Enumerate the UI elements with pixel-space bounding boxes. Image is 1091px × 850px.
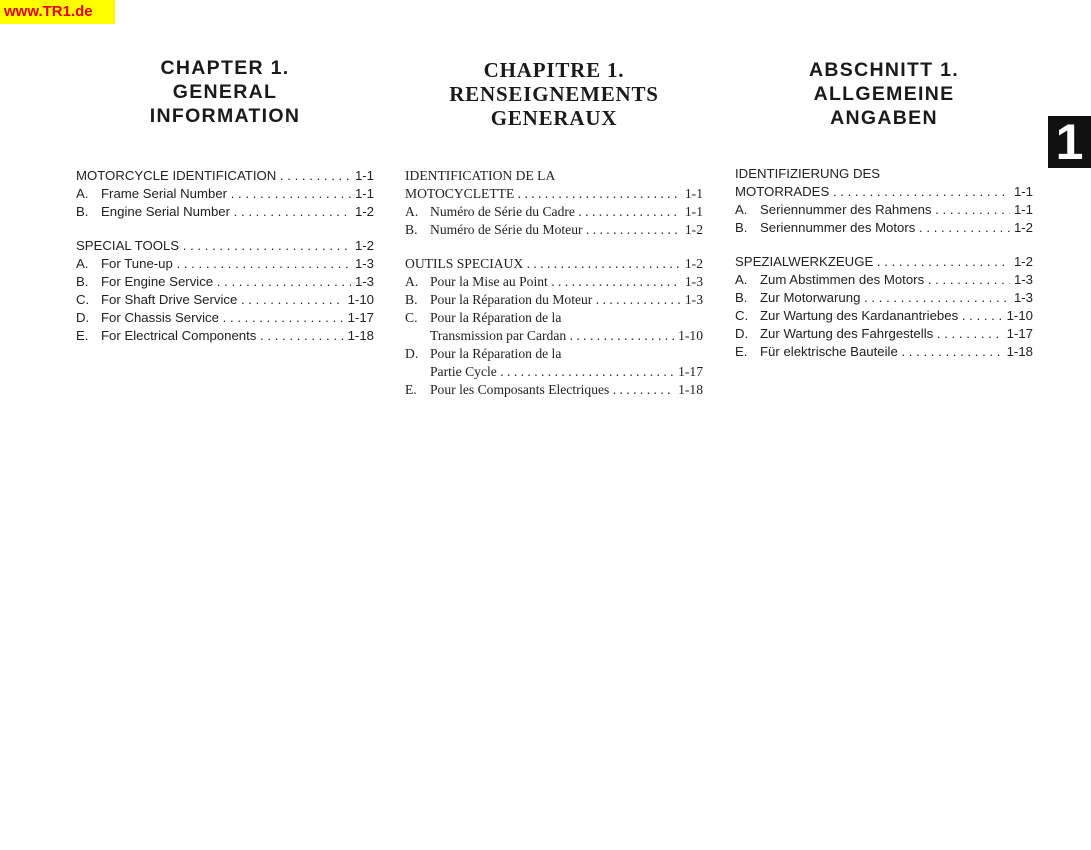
toc-row: MOTOCYCLETTE . . . 1-1 <box>405 185 703 203</box>
toc-row: E. Pour les Composants Electriques . . . 1-18 <box>405 381 703 399</box>
toc-row: D. Zur Wartung des Fahrgestells . . . 1-17 <box>735 325 1033 343</box>
heading-line: CHAPITRE 1. <box>483 58 625 82</box>
heading-english <box>48 56 402 128</box>
column-german <box>735 58 1033 130</box>
toc-row: A. Zum Abstimmen des Motors . . . 1-3 <box>735 271 1033 289</box>
toc-row: B. For Engine Service . . . 1-3 <box>76 273 374 291</box>
toc-row: IDENTIFIZIERUNG DES <box>735 166 881 181</box>
toc-row: E. Für elektrische Bauteile . . . 1-18 <box>735 343 1033 361</box>
toc-row: B. Seriennummer des Motors . . . 1-2 <box>735 219 1033 237</box>
toc-english <box>76 167 374 345</box>
column-english <box>76 56 374 128</box>
toc-row: Transmission par Cardan . . . 1-10 <box>405 327 703 345</box>
toc-row: B. Pour la Réparation du Moteur . . . 1-3 <box>405 291 703 309</box>
toc-row: B. Numéro de Série du Moteur . . . 1-2 <box>405 221 703 239</box>
heading-line: GENERAUX <box>490 106 618 130</box>
heading-line: INFORMATION <box>149 105 301 127</box>
toc-row: C. For Shaft Drive Service . . . 1-10 <box>76 291 374 309</box>
toc-row: MOTORRADES . . . 1-1 <box>735 183 1033 201</box>
column-french <box>405 58 703 130</box>
heading-line: CHAPTER 1. <box>160 57 290 79</box>
heading-french <box>405 58 703 130</box>
watermark: www.TR1.de <box>0 0 115 24</box>
toc-row: MOTORCYCLE IDENTIFICATION . . . 1-1 <box>76 167 374 185</box>
toc-row: A. For Tune-up . . . 1-3 <box>76 255 374 273</box>
toc-row: D. Pour la Réparation de la <box>405 346 562 361</box>
heading-line: ALLGEMEINE <box>813 83 955 105</box>
toc-row: A. Frame Serial Number . . . 1-1 <box>76 185 374 203</box>
heading-line: RENSEIGNEMENTS <box>449 82 659 106</box>
toc-row: A. Seriennummer des Rahmens . . . 1-1 <box>735 201 1033 219</box>
toc-german <box>735 165 1033 361</box>
heading-line: ABSCHNITT 1. <box>809 59 959 81</box>
toc-french <box>405 167 703 399</box>
toc-row: A. Numéro de Série du Cadre . . . 1-1 <box>405 203 703 221</box>
heading-german <box>735 58 1033 130</box>
toc-row: C. Zur Wartung des Kardanantriebes . . . 1-10 <box>735 307 1033 325</box>
toc-row: D. For Chassis Service . . . 1-17 <box>76 309 374 327</box>
toc-row: B. Zur Motorwarung . . . 1-3 <box>735 289 1033 307</box>
toc-row: SPECIAL TOOLS . . . 1-2 <box>76 237 374 255</box>
chapter-tab: 1 <box>1048 116 1091 168</box>
toc-row: IDENTIFICATION DE LA <box>405 168 556 183</box>
toc-row: E. For Electrical Components . . . 1-18 <box>76 327 374 345</box>
toc-row: A. Pour la Mise au Point . . . 1-3 <box>405 273 703 291</box>
heading-line: ANGABEN <box>830 107 938 129</box>
toc-row: SPEZIALWERKZEUGE . . . 1-2 <box>735 253 1033 271</box>
heading-line: GENERAL <box>172 81 278 103</box>
toc-row: B. Engine Serial Number . . . 1-2 <box>76 203 374 221</box>
toc-row: C. Pour la Réparation de la <box>405 310 562 325</box>
toc-row: OUTILS SPECIAUX . . . 1-2 <box>405 255 703 273</box>
toc-row: Partie Cycle . . . 1-17 <box>405 363 703 381</box>
